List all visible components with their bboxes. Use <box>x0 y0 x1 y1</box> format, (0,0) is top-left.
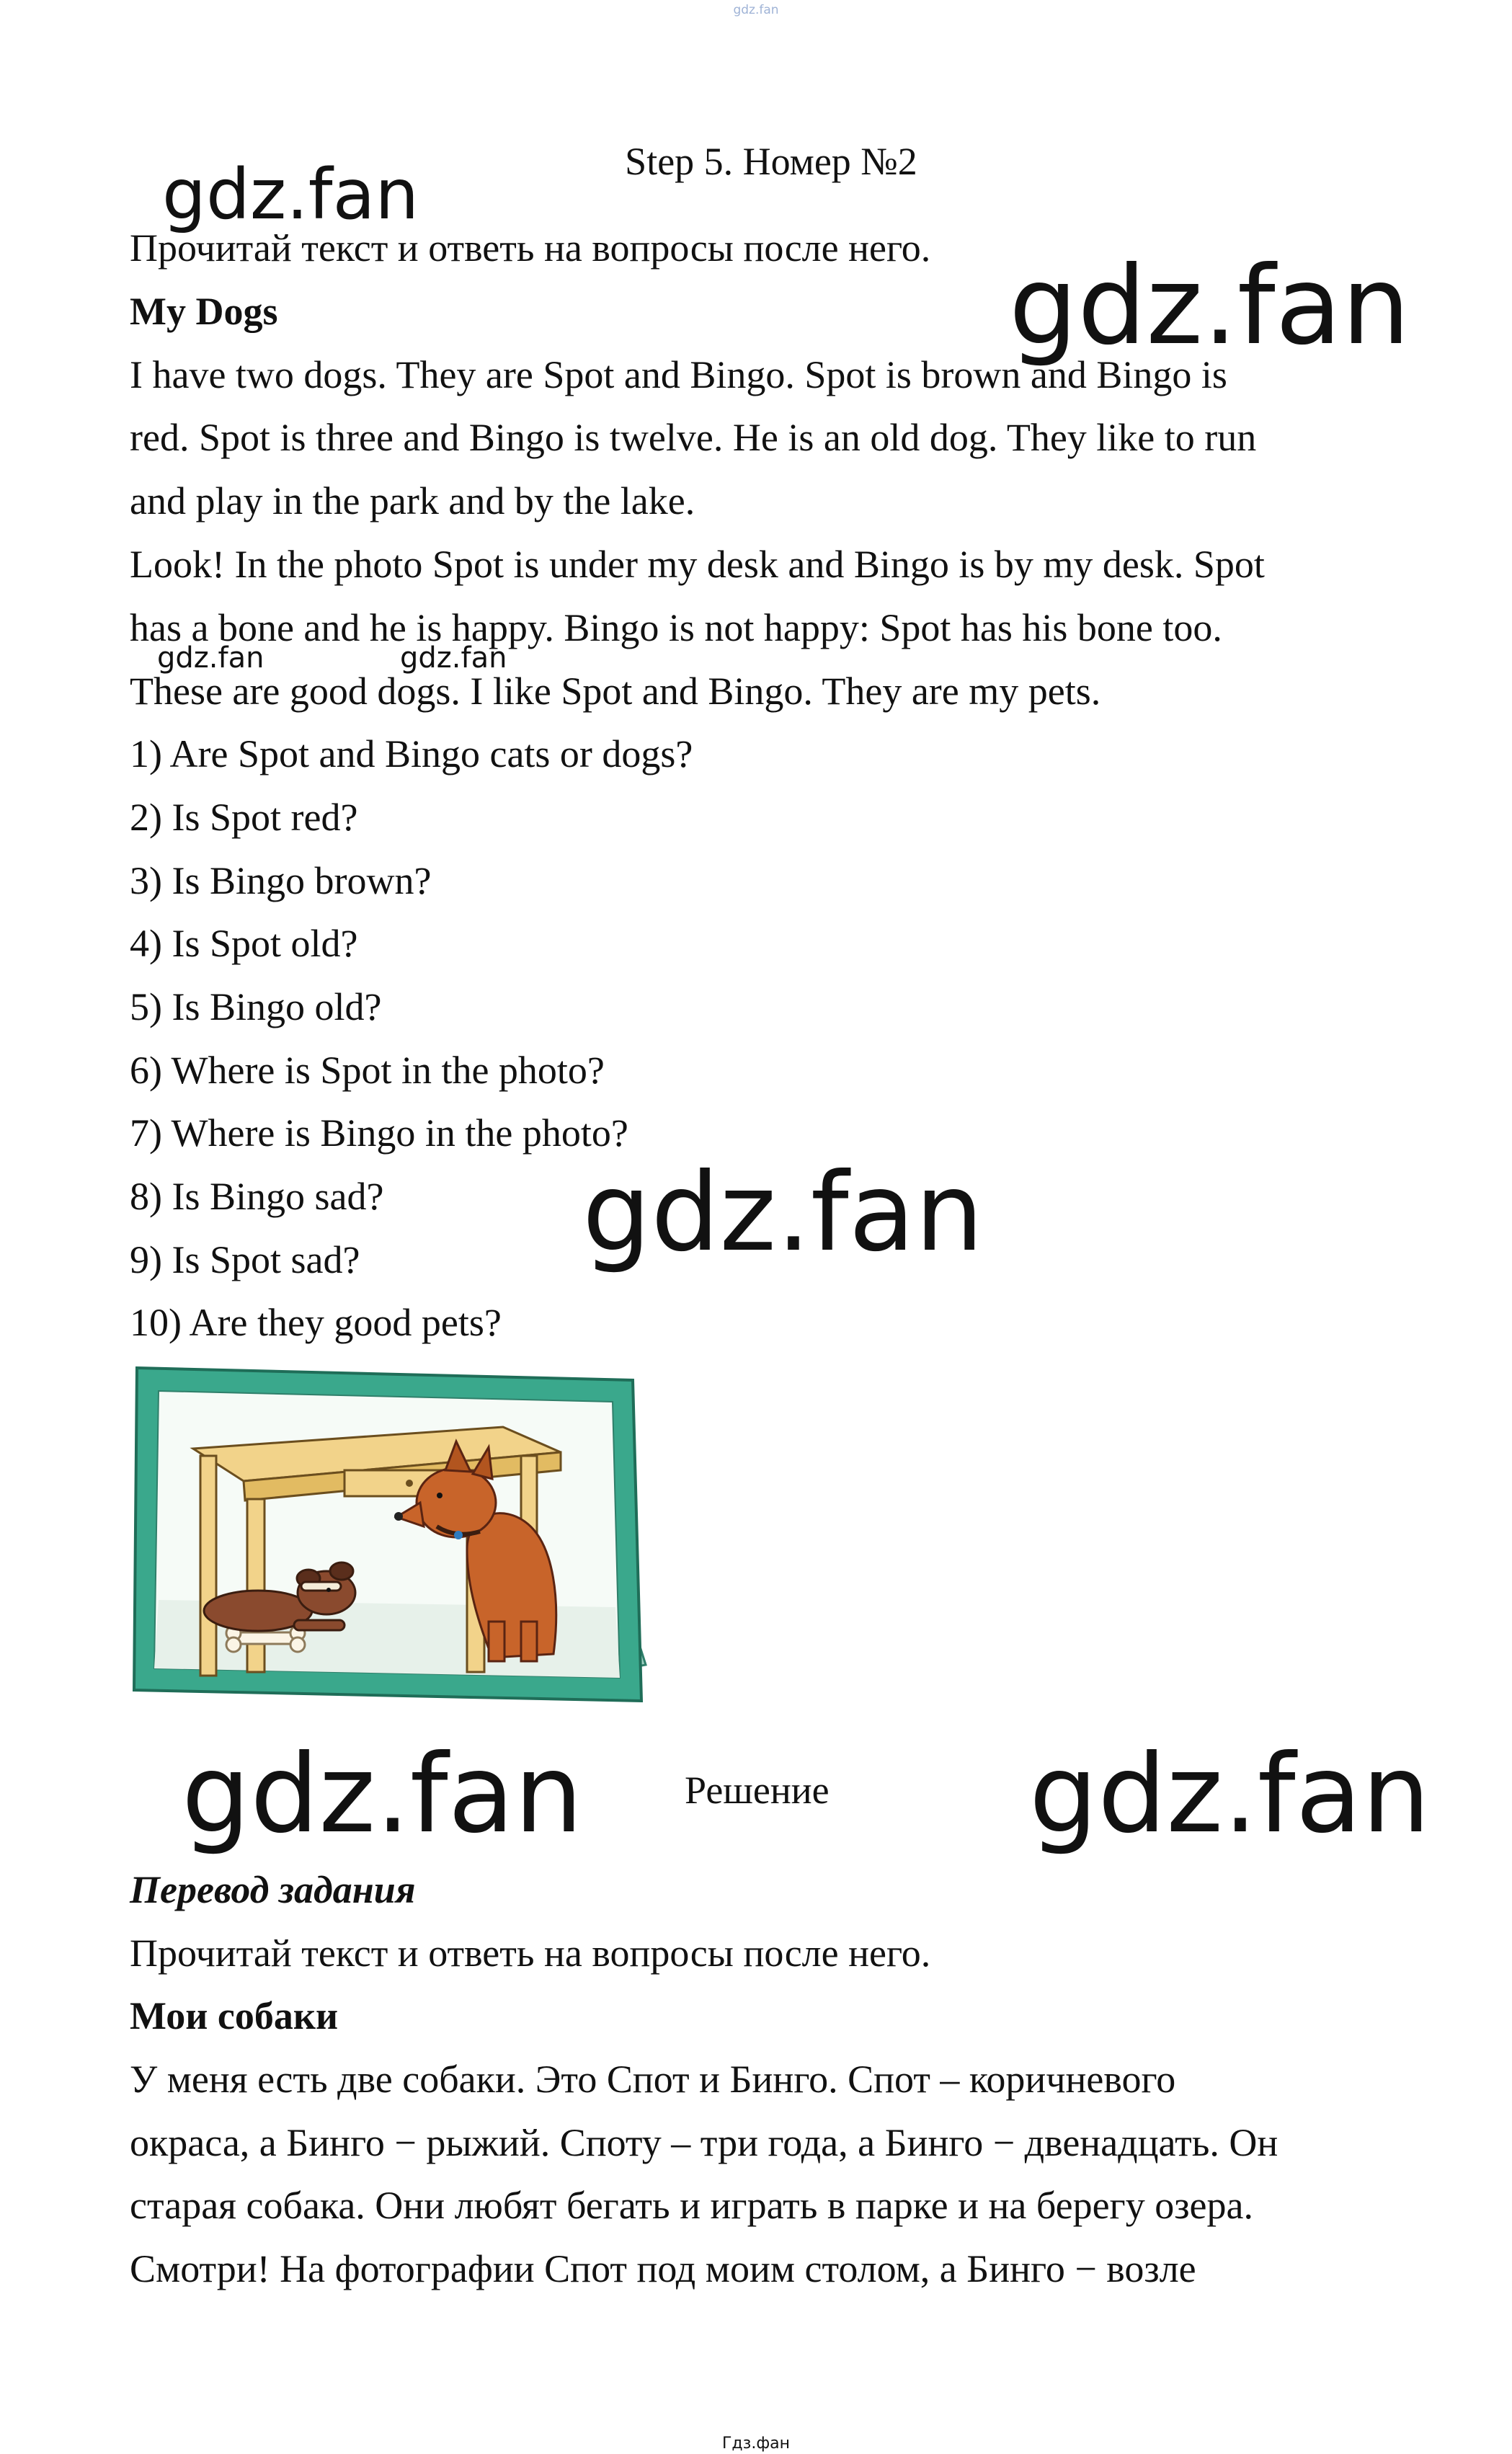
story-line: Look! In the photo Spot is under my desk and Bingo is by my desk. Spot <box>130 543 1265 586</box>
question: 6) Where is Spot in the photo? <box>130 1049 605 1092</box>
question: 1) Are Spot and Bingo cats or dogs? <box>130 732 693 775</box>
story-line: I have two dogs. They are Spot and Bingo. Spot is brown and Bingo is <box>130 353 1227 396</box>
watermark: gdz.fan <box>400 641 507 675</box>
question: 4) Is Spot old? <box>130 922 358 965</box>
solution-label: Решение <box>685 1769 830 1812</box>
page-title: Step 5. Номер №2 <box>625 140 917 183</box>
dogs-photo-illustration <box>128 1362 651 1712</box>
footer-label: Гдз.фан <box>722 2435 790 2453</box>
question: 7) Where is Bingo in the photo? <box>130 1111 628 1155</box>
question: 10) Are they good pets? <box>130 1301 502 1344</box>
text-title: My Dogs <box>130 290 278 333</box>
translation-instruction: Прочитай текст и ответь на вопросы после него. <box>130 1931 931 1975</box>
translation-line: старая собака. Они любят бегать и играть в парке и на берегу озера. <box>130 2184 1253 2227</box>
top-watermark-tag: gdz.fan <box>733 3 779 17</box>
watermark: gdz.fan <box>162 154 419 235</box>
watermark: gdz.fan <box>1029 1732 1431 1857</box>
story-line: These are good dogs. I like Spot and Bingo. They are my pets. <box>130 670 1101 713</box>
instruction: Прочитай текст и ответь на вопросы после него. <box>130 226 931 270</box>
watermark: gdz.fan <box>182 1732 583 1857</box>
translation-line: окраса, а Бинго − рыжий. Споту – три года, а Бинго − двенадцать. Он <box>130 2121 1278 2164</box>
translation-line: Смотри! На фотографии Спот под моим столом, а Бинго − возле <box>130 2247 1196 2290</box>
translation-heading: Перевод задания <box>130 1868 416 1911</box>
translation-title: Мои собаки <box>130 1994 339 2037</box>
question: 8) Is Bingo sad? <box>130 1175 384 1218</box>
story-line: red. Spot is three and Bingo is twelve. He is an old dog. They like to run <box>130 416 1257 459</box>
question: 5) Is Bingo old? <box>130 985 382 1028</box>
photo-frame-svg <box>128 1362 651 1712</box>
question: 9) Is Spot sad? <box>130 1238 360 1281</box>
story-line: has a bone and he is happy. Bingo is not happy: Spot has his bone too. <box>130 606 1222 649</box>
watermark: gdz.fan <box>157 641 264 675</box>
question: 3) Is Bingo brown? <box>130 859 432 902</box>
watermark: gdz.fan <box>582 1150 984 1276</box>
story-line: and play in the park and by the lake. <box>130 479 695 523</box>
question: 2) Is Spot red? <box>130 796 358 839</box>
watermark: gdz.fan <box>1009 244 1410 369</box>
translation-line: У меня есть две собаки. Это Спот и Бинго. Спот – коричневого <box>130 2058 1176 2101</box>
